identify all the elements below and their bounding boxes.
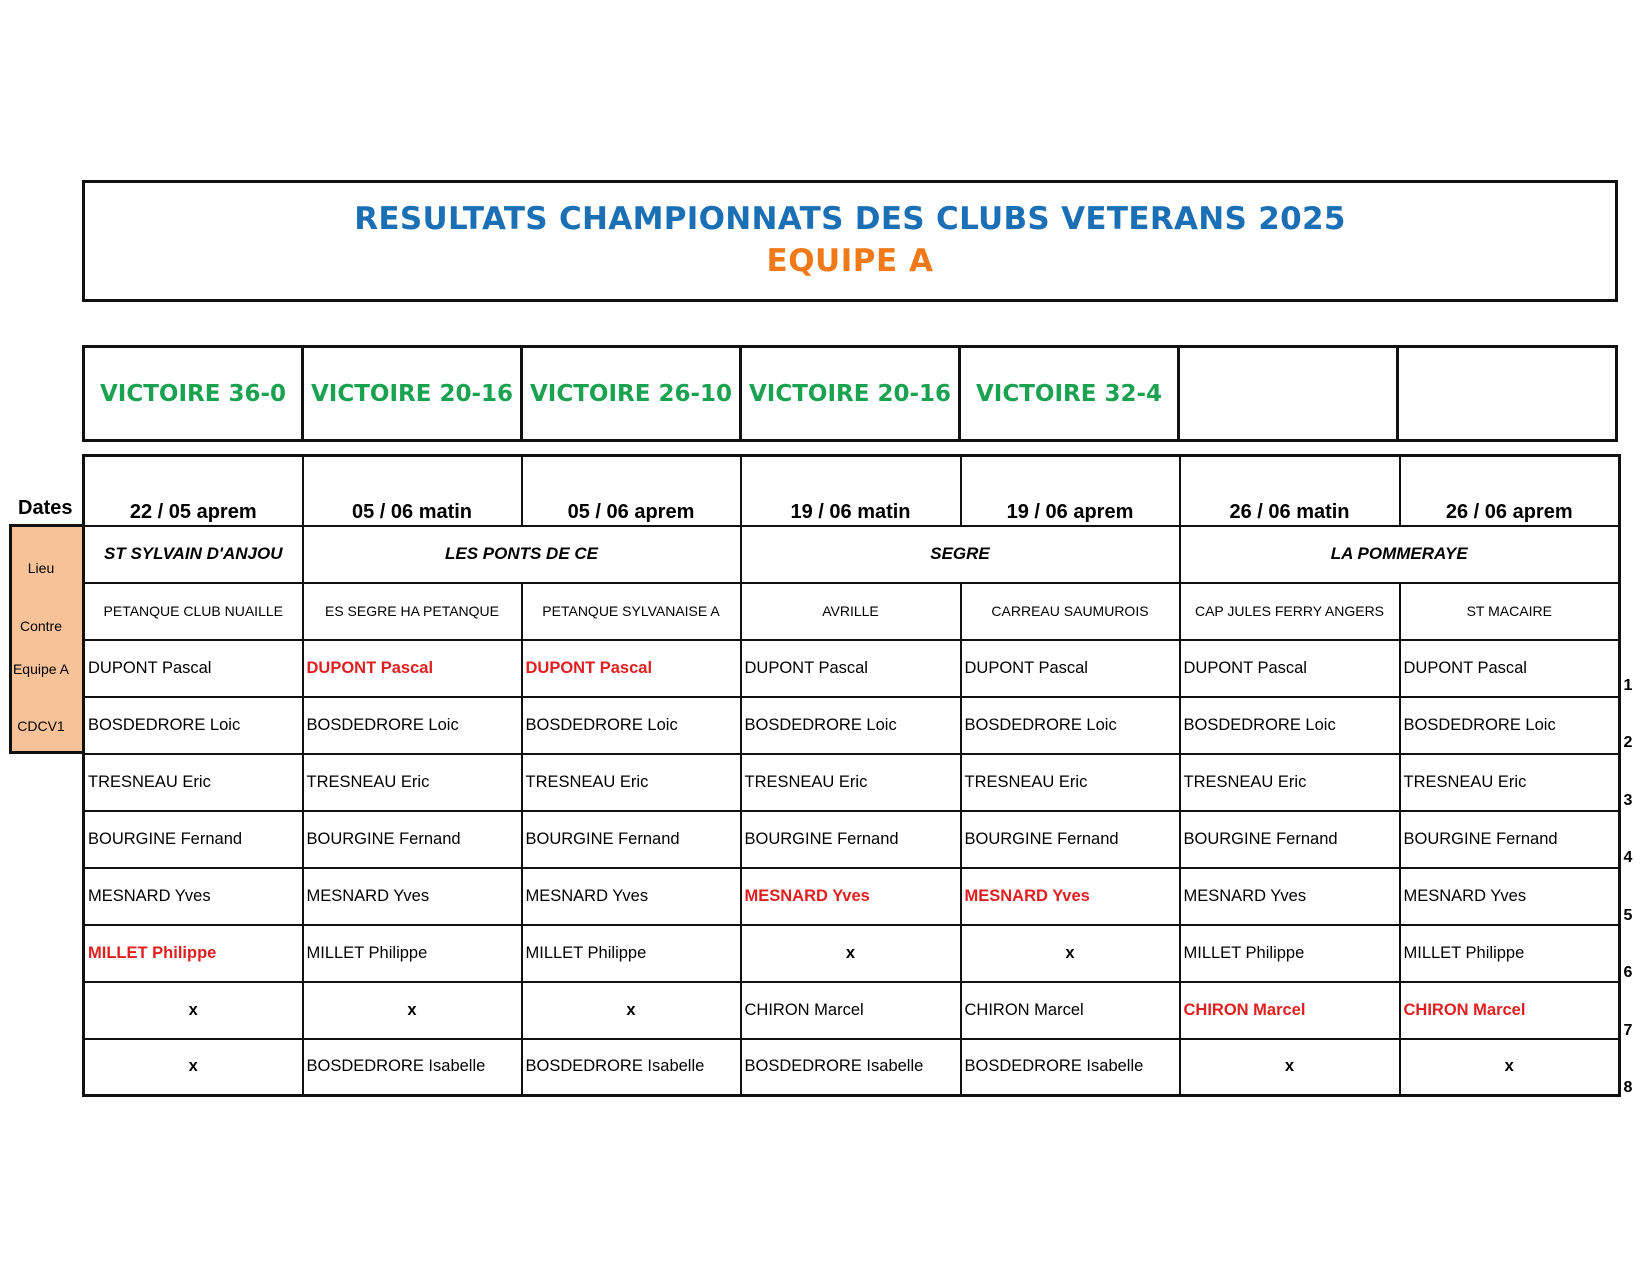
result-cell: VICTOIRE 20-16 xyxy=(741,347,960,441)
player-cell: BOSDEDRORE Isabelle xyxy=(741,1039,961,1096)
player-cell: BOSDEDRORE Isabelle xyxy=(522,1039,741,1096)
opponent-cell: CAP JULES FERRY ANGERS xyxy=(1180,583,1400,640)
club-label: CDCV1 xyxy=(17,718,65,734)
player-row xyxy=(84,811,1620,868)
player-cell: BOSDEDRORE Loic xyxy=(303,697,522,754)
equipe-label: Equipe A xyxy=(12,661,70,677)
title-box xyxy=(82,180,1618,302)
player-row xyxy=(84,1039,1620,1096)
player-cell: MESNARD Yves xyxy=(522,868,741,925)
player-row xyxy=(84,982,1620,1039)
page-subtitle: EQUIPE A xyxy=(766,243,934,279)
opponent-cell: PETANQUE SYLVANAISE A xyxy=(522,583,741,640)
player-cell: MILLET Philippe xyxy=(522,925,741,982)
player-cell: TRESNEAU Eric xyxy=(1180,754,1400,811)
lieu-label: Lieu xyxy=(27,560,55,576)
player-cell: BOURGINE Fernand xyxy=(303,811,522,868)
results-row xyxy=(84,347,1617,441)
opponent-cell: ES SEGRE HA PETANQUE xyxy=(303,583,522,640)
player-cell: BOSDEDRORE Loic xyxy=(1400,697,1620,754)
date-cell: 19 / 06 aprem xyxy=(961,456,1180,526)
player-cell: MESNARD Yves xyxy=(1400,868,1620,925)
player-cell: DUPONT Pascal xyxy=(741,640,961,697)
date-cell: 05 / 06 matin xyxy=(303,456,522,526)
player-cell: TRESNEAU Eric xyxy=(84,754,303,811)
lieu-cell: ST SYLVAIN D'ANJOU xyxy=(84,526,303,583)
player-cell-highlighted: CHIRON Marcel xyxy=(1180,982,1400,1039)
row-number: 4 xyxy=(1623,849,1633,866)
player-cell: CHIRON Marcel xyxy=(741,982,961,1039)
player-cell: TRESNEAU Eric xyxy=(741,754,961,811)
player-cell: MILLET Philippe xyxy=(303,925,522,982)
absent-cell: x xyxy=(84,982,303,1039)
player-cell: BOURGINE Fernand xyxy=(522,811,741,868)
absent-cell: x xyxy=(741,925,961,982)
player-cell: BOURGINE Fernand xyxy=(84,811,303,868)
player-cell-highlighted: DUPONT Pascal xyxy=(522,640,741,697)
player-cell: BOSDEDRORE Loic xyxy=(1180,697,1400,754)
player-cell: MESNARD Yves xyxy=(84,868,303,925)
date-cell: 26 / 06 matin xyxy=(1180,456,1400,526)
player-cell: BOSDEDRORE Loic xyxy=(84,697,303,754)
contre-row xyxy=(84,583,1620,640)
result-cell xyxy=(1398,347,1617,441)
player-cell: TRESNEAU Eric xyxy=(1400,754,1620,811)
result-cell xyxy=(1179,347,1398,441)
player-cell-highlighted: DUPONT Pascal xyxy=(303,640,522,697)
date-cell: 05 / 06 aprem xyxy=(522,456,741,526)
lieu-cell: LA POMMERAYE xyxy=(1180,526,1620,583)
player-cell-highlighted: CHIRON Marcel xyxy=(1400,982,1620,1039)
absent-cell: x xyxy=(1180,1039,1400,1096)
player-cell: CHIRON Marcel xyxy=(961,982,1180,1039)
player-cell: BOSDEDRORE Loic xyxy=(522,697,741,754)
player-row xyxy=(84,640,1620,697)
player-row xyxy=(84,925,1620,982)
player-cell: MESNARD Yves xyxy=(303,868,522,925)
dates-label: Dates xyxy=(18,497,73,519)
player-cell: BOSDEDRORE Loic xyxy=(741,697,961,754)
player-row xyxy=(84,868,1620,925)
page-title: RESULTATS CHAMPIONNATS DES CLUBS VETERANS 2025 xyxy=(354,201,1346,237)
player-cell: BOURGINE Fernand xyxy=(961,811,1180,868)
opponent-cell: PETANQUE CLUB NUAILLE xyxy=(84,583,303,640)
player-cell: TRESNEAU Eric xyxy=(522,754,741,811)
row-number: 6 xyxy=(1623,964,1633,981)
player-row xyxy=(84,754,1620,811)
results-table xyxy=(82,345,1618,442)
lieu-row xyxy=(84,526,1620,583)
player-cell: BOSDEDRORE Loic xyxy=(961,697,1180,754)
result-cell: VICTOIRE 26-10 xyxy=(522,347,741,441)
row-number: 7 xyxy=(1623,1022,1633,1039)
player-cell-highlighted: MESNARD Yves xyxy=(741,868,961,925)
lineup-table xyxy=(82,454,1621,1097)
contre-label: Contre xyxy=(19,618,63,634)
row-number: 5 xyxy=(1623,907,1633,924)
opponent-cell: AVRILLE xyxy=(741,583,961,640)
player-cell: TRESNEAU Eric xyxy=(303,754,522,811)
result-cell: VICTOIRE 32-4 xyxy=(960,347,1179,441)
absent-cell: x xyxy=(961,925,1180,982)
result-cell: VICTOIRE 20-16 xyxy=(303,347,522,441)
player-cell: DUPONT Pascal xyxy=(84,640,303,697)
player-cell-highlighted: MILLET Philippe xyxy=(84,925,303,982)
result-cell: VICTOIRE 36-0 xyxy=(84,347,303,441)
absent-cell: x xyxy=(303,982,522,1039)
opponent-cell: CARREAU SAUMUROIS xyxy=(961,583,1180,640)
opponent-cell: ST MACAIRE xyxy=(1400,583,1620,640)
player-cell: BOSDEDRORE Isabelle xyxy=(961,1039,1180,1096)
row-number: 3 xyxy=(1623,792,1633,809)
player-row xyxy=(84,697,1620,754)
row-number: 2 xyxy=(1623,734,1633,751)
absent-cell: x xyxy=(522,982,741,1039)
date-cell: 19 / 06 matin xyxy=(741,456,961,526)
date-cell: 22 / 05 aprem xyxy=(84,456,303,526)
absent-cell: x xyxy=(84,1039,303,1096)
player-cell: MILLET Philippe xyxy=(1400,925,1620,982)
absent-cell: x xyxy=(1400,1039,1620,1096)
player-cell: DUPONT Pascal xyxy=(1400,640,1620,697)
player-cell: BOSDEDRORE Isabelle xyxy=(303,1039,522,1096)
player-cell: DUPONT Pascal xyxy=(1180,640,1400,697)
date-cell: 26 / 06 aprem xyxy=(1400,456,1620,526)
player-cell-highlighted: MESNARD Yves xyxy=(961,868,1180,925)
player-cell: DUPONT Pascal xyxy=(961,640,1180,697)
player-cell: MESNARD Yves xyxy=(1180,868,1400,925)
row-number: 8 xyxy=(1623,1079,1633,1096)
lieu-cell: LES PONTS DE CE xyxy=(303,526,741,583)
date-row xyxy=(84,456,1620,526)
player-cell: BOURGINE Fernand xyxy=(741,811,961,868)
lieu-cell: SEGRE xyxy=(741,526,1180,583)
player-cell: BOURGINE Fernand xyxy=(1400,811,1620,868)
player-cell: MILLET Philippe xyxy=(1180,925,1400,982)
player-cell: TRESNEAU Eric xyxy=(961,754,1180,811)
row-number: 1 xyxy=(1623,677,1633,694)
player-cell: BOURGINE Fernand xyxy=(1180,811,1400,868)
